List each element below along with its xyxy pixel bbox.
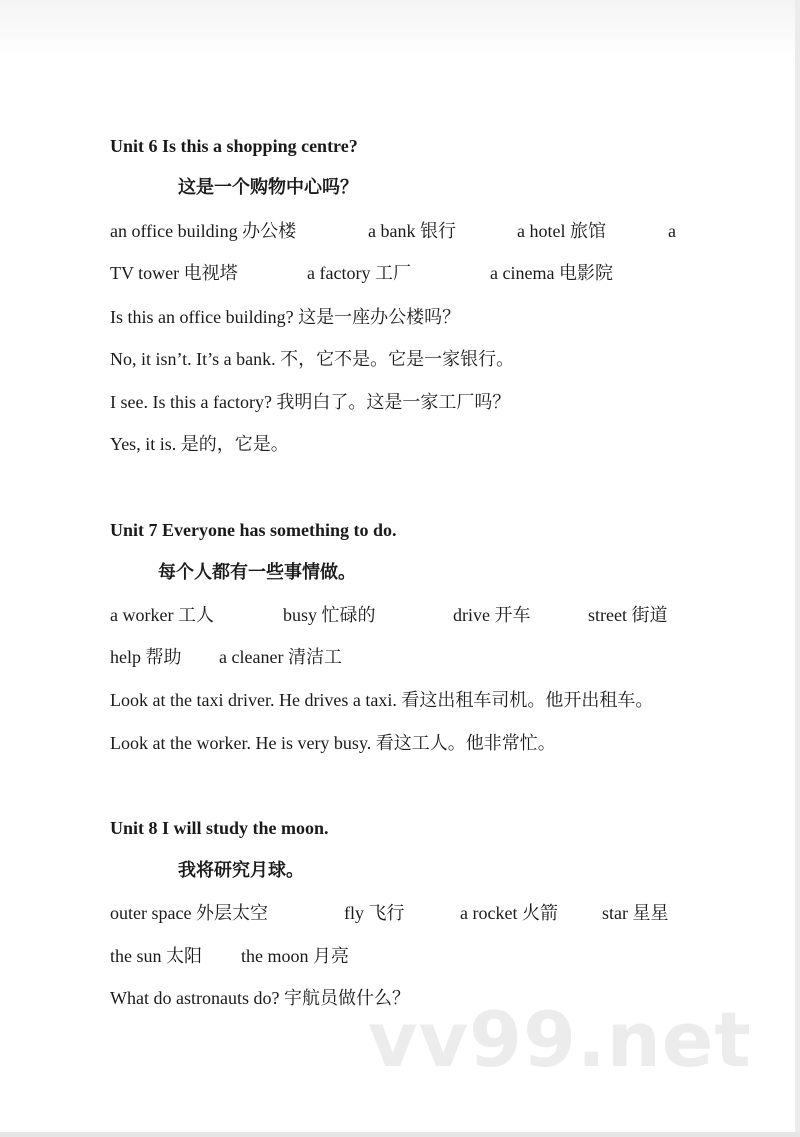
page-edge xyxy=(0,1132,800,1137)
vocab-item: TV tower 电视塔 xyxy=(110,263,238,283)
vocab-item: a xyxy=(668,221,676,241)
page-edge xyxy=(795,0,800,1137)
vocab-item: drive 开车 xyxy=(453,605,531,625)
sentence: What do astronauts do? 宇航员做什么？ xyxy=(110,988,410,1008)
vocab-item: help 帮助 xyxy=(110,647,182,667)
vocab-item: star 星星 xyxy=(602,903,669,923)
vocab-item: fly 飞行 xyxy=(344,903,405,923)
page-top-shade xyxy=(0,0,800,60)
unit-7-title: Unit 7 Everyone has something to do. xyxy=(110,520,397,540)
sentence: Is this an office building? 这是一座办公楼吗？ xyxy=(110,307,461,327)
vocab-item: busy 忙碌的 xyxy=(283,605,376,625)
vocab-item: street 街道 xyxy=(588,605,668,625)
vocab-item: a rocket 火箭 xyxy=(460,903,558,923)
vocab-item: the moon 月亮 xyxy=(241,946,349,966)
unit-6-title: Unit 6 Is this a shopping centre? xyxy=(110,136,358,156)
vocab-item: a cleaner 清洁工 xyxy=(219,647,342,667)
unit-8-title: Unit 8 I will study the moon. xyxy=(110,818,329,838)
vocab-item: a factory 工厂 xyxy=(307,263,411,283)
unit-7-title-cn: 每个人都有一些事情做。 xyxy=(158,562,356,582)
unit-8-title-cn: 我将研究月球。 xyxy=(178,860,304,880)
vocab-item: the sun 太阳 xyxy=(110,946,202,966)
sentence: I see. Is this a factory? 我明白了。这是一家工厂吗？ xyxy=(110,392,511,412)
vocab-item: a worker 工人 xyxy=(110,605,214,625)
sentence: Look at the taxi driver. He drives a taxi. 看这出租车司机。他开出租车。 xyxy=(110,690,654,710)
vocab-item: a bank 银行 xyxy=(368,221,456,241)
vocab-item: outer space 外层太空 xyxy=(110,903,268,923)
vocab-item: an office building 办公楼 xyxy=(110,221,297,241)
sentence: No, it isn’t. It’s a bank. 不，它不是。它是一家银行。 xyxy=(110,349,515,369)
vocab-item: a hotel 旅馆 xyxy=(517,221,606,241)
watermark: vv99.net xyxy=(368,995,752,1084)
sentence: Yes, it is. 是的，它是。 xyxy=(110,434,289,454)
sentence: Look at the worker. He is very busy. 看这工人。他非常忙。 xyxy=(110,733,556,753)
unit-6-title-cn: 这是一个购物中心吗？ xyxy=(178,177,358,197)
vocab-item: a cinema 电影院 xyxy=(490,263,613,283)
